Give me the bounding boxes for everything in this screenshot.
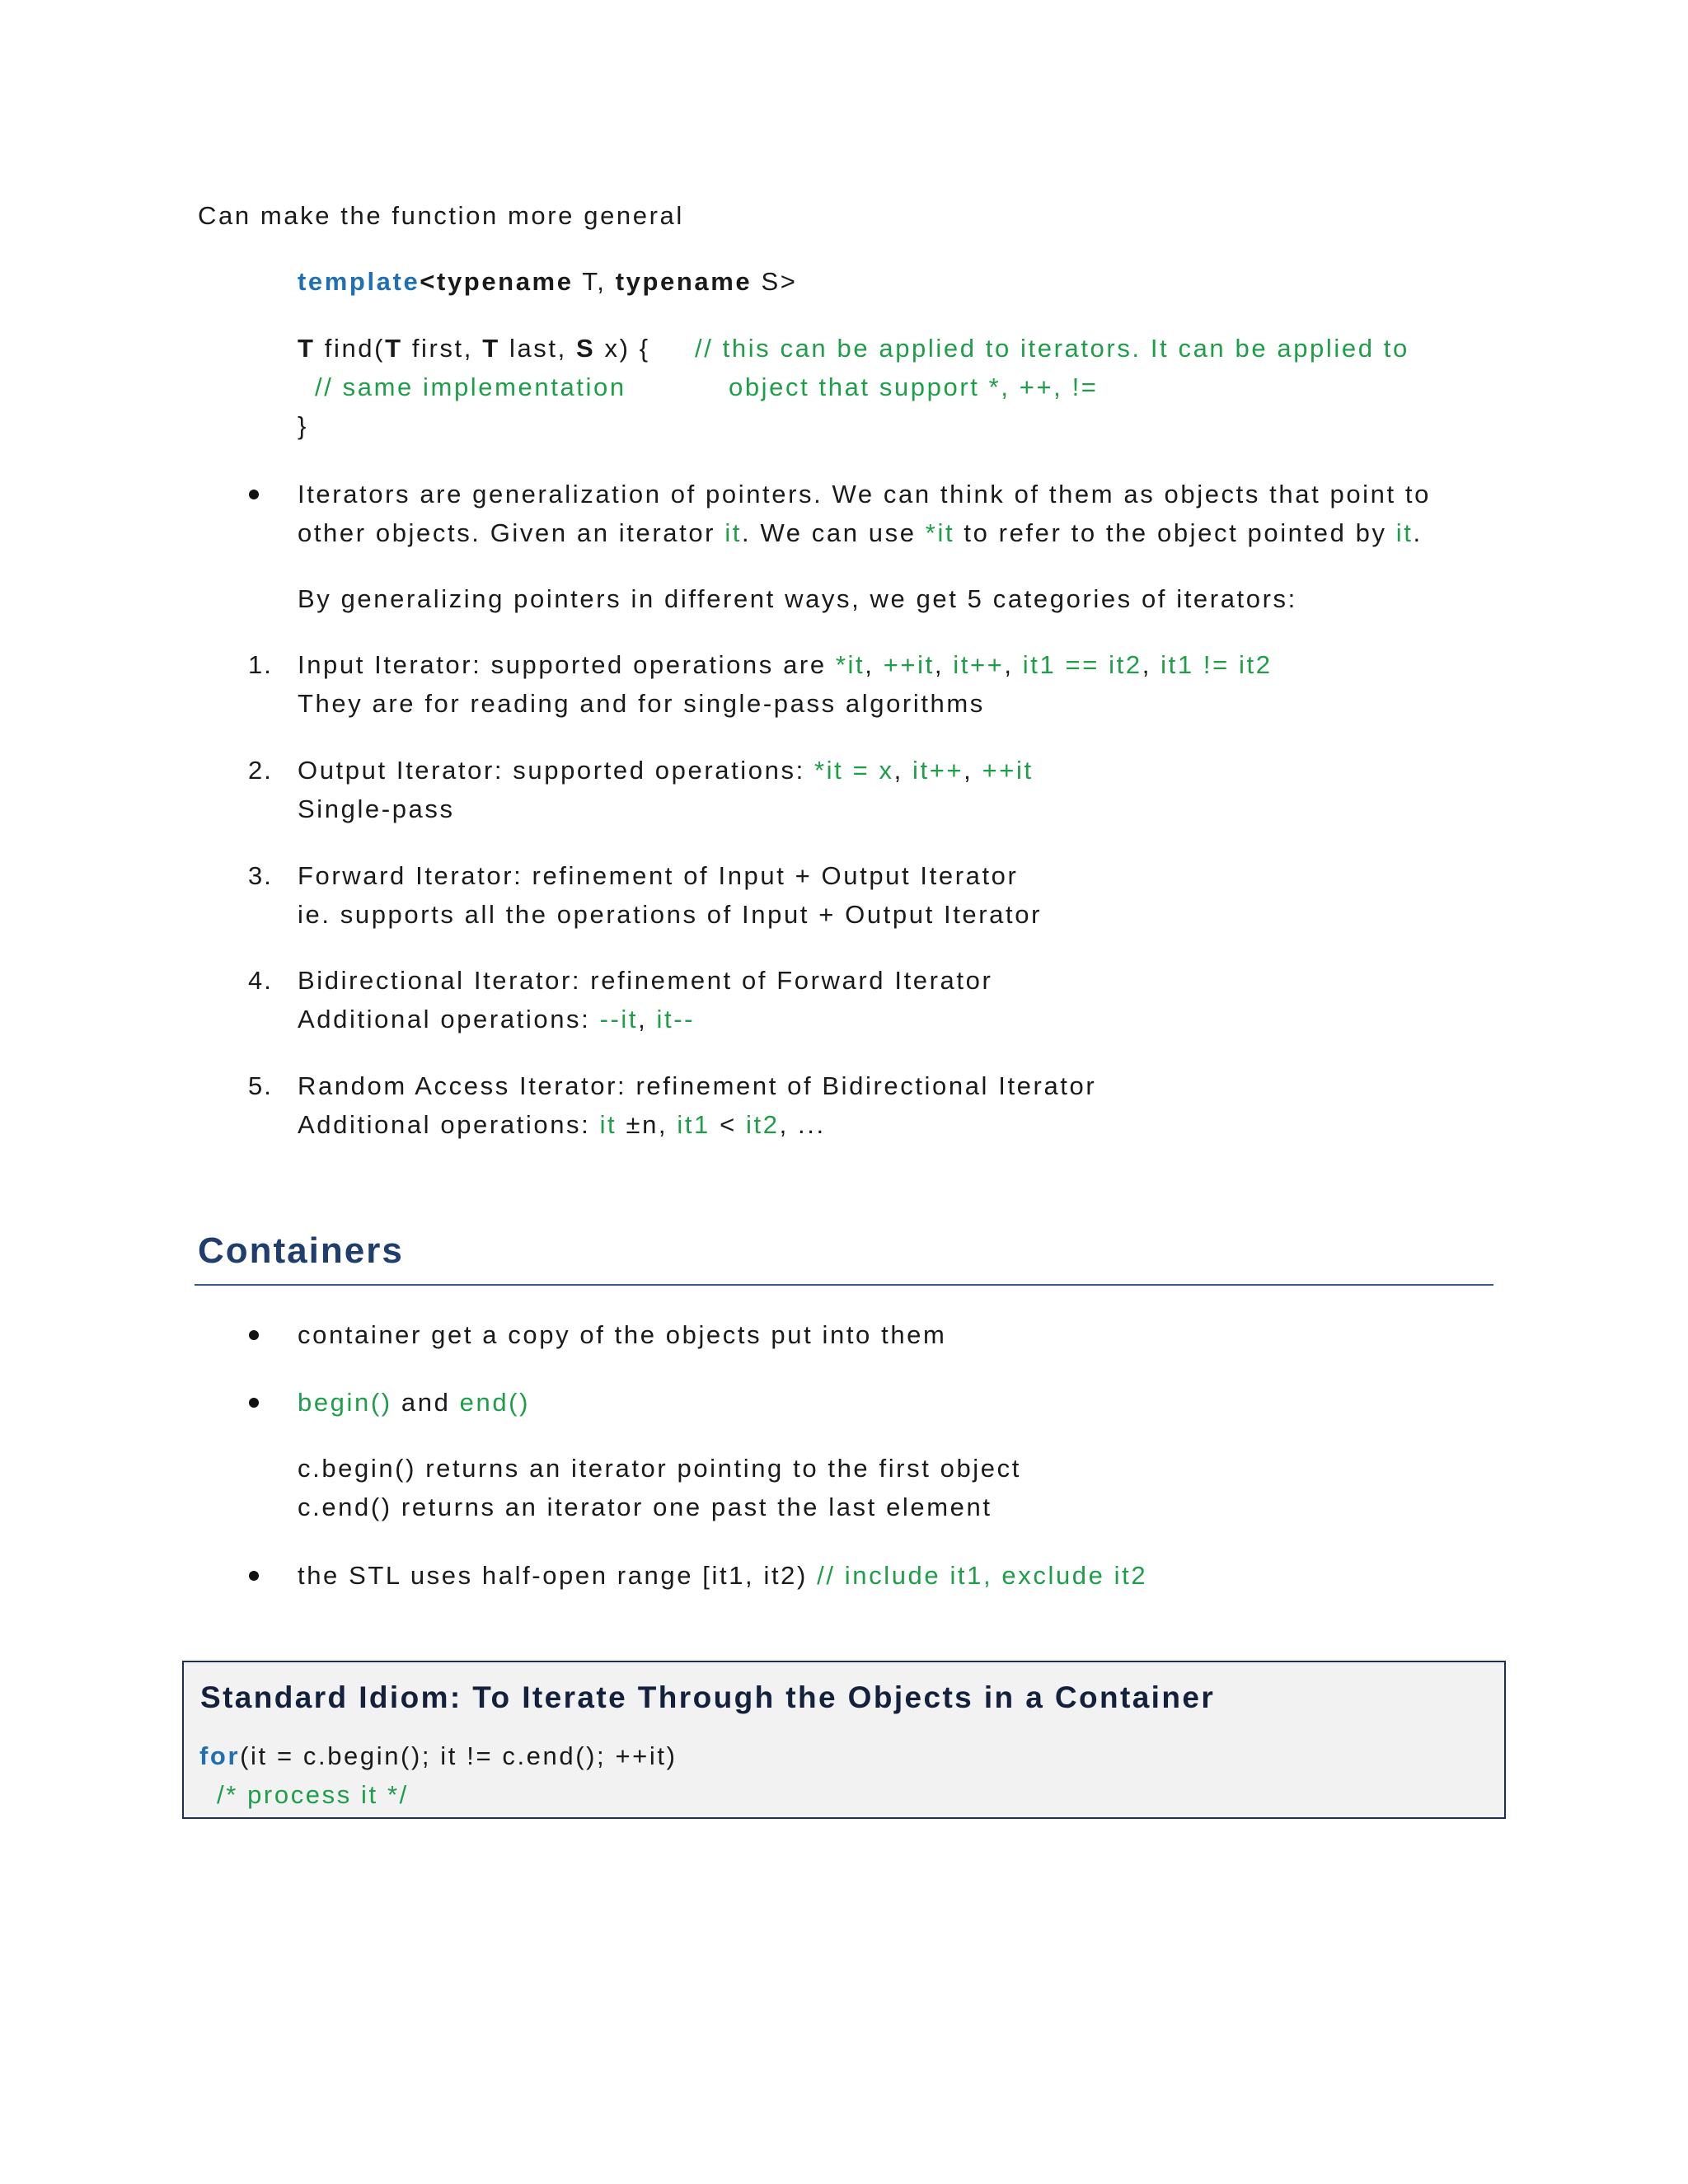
param-x: x) { [595,334,650,363]
template-t: T, [573,267,616,296]
text-span: . [1413,518,1423,547]
type-s: S [576,334,596,363]
code-span: it [724,518,743,547]
code-span: ++it [883,650,935,679]
code-span: it-- [656,1005,696,1033]
code-span: begin() [298,1388,392,1417]
closing-brace: } [298,411,308,440]
list-item-title [298,964,992,997]
type-t: T [298,334,316,363]
text-span: Random Access Iterator: refinement of Bidirectional Iterator [298,1071,1097,1100]
find-signature [298,332,650,365]
list-item-title [298,754,1034,787]
code-comment: // same implementation [315,373,626,401]
code-span: it++ [912,756,964,785]
for-loop-line [199,1740,678,1773]
text-span: , [1142,650,1161,679]
list-number: 4. [248,966,273,995]
code-span: *it [925,518,955,547]
list-item-detail [298,1108,826,1141]
list-number: 3. [248,861,273,890]
code-span: it++ [953,650,1005,679]
code-comment: object that support *, ++, != [729,373,1099,401]
text-span: Additional operations: [298,1005,600,1033]
for-keyword: for [199,1741,241,1770]
param-last: last, [499,334,577,363]
code-span: it [1395,518,1414,547]
text-span: Input Iterator: supported operations are [298,650,836,679]
code-span: end() [459,1388,531,1417]
template-s: S> [752,267,798,296]
type-t: T [482,334,500,363]
list-item-detail [298,1003,695,1036]
text-span: Forward Iterator: refinement of Input + Output Iterator [298,861,1019,890]
text-span: , [893,756,913,785]
list-item-detail: Single-pass [298,794,455,823]
bullet-icon [249,1571,259,1581]
code-span: it2 [746,1110,780,1139]
begin-description: c.begin() returns an iterator pointing to the first object [298,1454,1021,1483]
list-number: 1. [248,650,273,679]
find-name: find( [315,334,386,363]
list-item-title [298,1070,1096,1103]
code-comment: // include it1, exclude it2 [817,1561,1148,1590]
code-comment: /* process it */ [217,1780,409,1809]
text-span: other objects. Given an iterator [298,518,725,547]
code-span: it1 != it2 [1160,650,1273,679]
text-span: , [934,650,954,679]
text-span: Bidirectional Iterator: refinement of Forward Iterator [298,966,993,995]
text-span: Additional operations: [298,1110,600,1139]
code-span: ++it [982,756,1034,785]
intro-text: Can make the function more general [198,201,684,230]
list-number: 5. [248,1071,273,1100]
end-description: c.end() returns an iterator one past the last element [298,1493,992,1521]
iterators-line-1: Iterators are generalization of pointers. We can think of them as objects that point to [298,480,1431,509]
text-span: ±n, [617,1110,678,1139]
code-span: *it = x [814,756,894,785]
code-span: it [599,1110,617,1139]
code-span: it1 == it2 [1022,650,1142,679]
section-heading: Containers [198,1230,404,1271]
text-span: Output Iterator: supported operations: [298,756,814,785]
code-comment: // this can be applied to iterators. It can be applied to [695,334,1409,363]
containers-bullet-1: container get a copy of the objects put into them [298,1320,947,1349]
typename-keyword: typename [437,267,574,296]
idiom-title: Standard Idiom: To Iterate Through the Objects in a Container [200,1680,1216,1714]
heading-rule [195,1284,1493,1286]
type-t: T [385,334,403,363]
text-span: < [710,1110,747,1139]
text-span: , [638,1005,657,1033]
iterators-line-2 [298,517,1423,550]
code-span: it1 [677,1110,710,1139]
template-keyword: template [298,267,420,296]
categories-text: By generalizing pointers in different ways, we get 5 categories of iterators: [298,584,1297,613]
param-first: first, [402,334,483,363]
list-item-detail: They are for reading and for single-pass algorithms [298,689,985,718]
containers-bullet-3 [298,1559,1147,1592]
typename-keyword: typename [615,267,753,296]
text-span: , [1004,650,1023,679]
template-line [298,265,797,298]
bullet-icon [249,1398,259,1408]
text-span: . We can use [742,518,926,547]
list-item-detail: ie. supports all the operations of Input + Output Iterator [298,900,1043,929]
code-span: *it [835,650,865,679]
text-span: and [392,1388,460,1417]
containers-bullet-2 [298,1386,530,1419]
text-span: , [964,756,982,785]
text-span: , ... [779,1110,826,1139]
list-number: 2. [248,756,273,785]
for-loop-rest: (it = c.begin(); it != c.end(); ++it) [240,1741,678,1770]
template-open: < [420,267,438,296]
text-span: the STL uses half-open range [it1, it2) [298,1561,818,1590]
text-span: , [865,650,884,679]
bullet-icon [249,490,259,499]
code-span: --it [599,1005,639,1033]
standard-idiom-box [182,1661,1506,1819]
bullet-icon [249,1330,259,1340]
text-span: to refer to the object pointed by [954,518,1396,547]
list-item-title [298,860,1018,893]
list-item-title [298,649,1273,682]
